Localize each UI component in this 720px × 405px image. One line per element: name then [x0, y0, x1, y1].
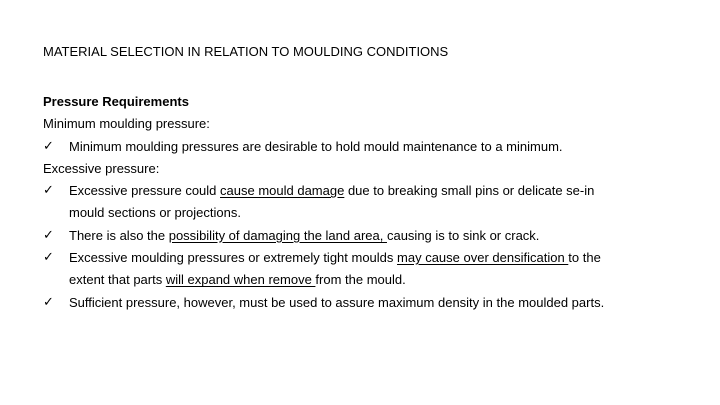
bullet-minimum-pressure — [43, 136, 703, 158]
underlined-phrase: may cause over densification — [397, 250, 569, 266]
excessive-pressure-label: Excessive pressure: — [43, 160, 160, 176]
underlined-phrase: possibility of damaging the land area, — [168, 227, 387, 243]
bullet-text-line-2: extent that parts will expand when remove from the mould. — [69, 272, 406, 288]
bullet-text: Minimum moulding pressures are desirable to hold mould maintenance to a minimum. — [69, 138, 563, 154]
bullet-mould-damage — [43, 180, 703, 225]
bullet-land-area — [43, 225, 703, 247]
slide-title: MATERIAL SELECTION IN RELATION TO MOULDING CONDITIONS — [43, 44, 449, 59]
checkmark-icon: ✓ — [43, 183, 54, 199]
underlined-phrase: cause mould damage — [220, 183, 345, 199]
underlined-phrase: will expand when remove — [165, 272, 316, 288]
bullet-text-line-1: Excessive pressure could cause mould damage due to breaking small pins or delicate se-in — [69, 183, 595, 199]
checkmark-icon: ✓ — [43, 250, 54, 266]
checkmark-icon: ✓ — [43, 294, 54, 310]
minimum-pressure-label: Minimum moulding pressure: — [43, 116, 210, 132]
bullet-text-line-2: mould sections or projections. — [69, 205, 241, 221]
bullet-text: Sufficient pressure, however, must be used to assure maximum density in the moulded parts. — [69, 294, 605, 310]
bullet-sufficient-pressure — [43, 292, 703, 314]
section-heading: Pressure Requirements — [43, 94, 189, 109]
checkmark-icon: ✓ — [43, 227, 54, 243]
checkmark-icon: ✓ — [43, 138, 54, 154]
bullet-text-line-1: There is also the possibility of damaging the land area, causing is to sink or crack. — [69, 227, 540, 243]
bullet-text-line-1: Excessive moulding pressures or extremely tight moulds may cause over densification to the — [69, 250, 601, 266]
slide-body — [43, 91, 703, 314]
bullet-over-densification — [43, 247, 703, 292]
